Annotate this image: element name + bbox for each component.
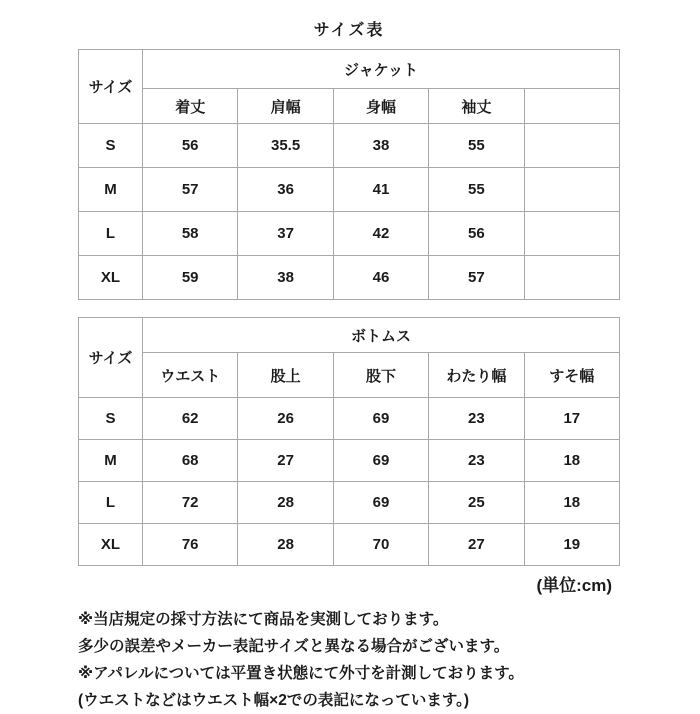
jacket-size-table xyxy=(78,49,620,300)
table-cell: 57 xyxy=(429,256,524,300)
table-cell: 38 xyxy=(238,256,333,300)
table-cell: 42 xyxy=(333,212,428,256)
jacket-column-header-row xyxy=(79,89,620,124)
bottoms-size-header-cell: サイズ xyxy=(79,318,143,398)
size-label: S xyxy=(79,398,143,440)
table-cell: 70 xyxy=(333,524,428,566)
size-label: XL xyxy=(79,524,143,566)
footnote-line: 多少の誤差やメーカー表記サイズと異なる場合がございます。 xyxy=(78,638,510,655)
bottoms-header-row xyxy=(79,318,620,353)
table-cell-empty xyxy=(524,124,619,168)
bottoms-row-l xyxy=(79,482,620,524)
unit-label: (単位:cm) xyxy=(536,576,612,595)
table-cell: 27 xyxy=(238,440,333,482)
footnotes xyxy=(78,606,620,714)
table-cell: 27 xyxy=(429,524,524,566)
bottoms-col-header: ウエスト xyxy=(143,353,238,398)
table-cell: 18 xyxy=(524,440,619,482)
table-cell-empty xyxy=(524,256,619,300)
table-cell: 28 xyxy=(238,482,333,524)
bottoms-col-header: 股下 xyxy=(333,353,428,398)
table-cell-empty xyxy=(524,212,619,256)
bottoms-group-header-cell: ボトムス xyxy=(143,318,620,353)
table-cell: 25 xyxy=(429,482,524,524)
table-cell: 38 xyxy=(333,124,428,168)
bottoms-col-header: 股上 xyxy=(238,353,333,398)
jacket-row-s xyxy=(79,124,620,168)
table-cell: 56 xyxy=(429,212,524,256)
jacket-col-header: 着丈 xyxy=(143,89,238,124)
table-cell: 69 xyxy=(333,482,428,524)
bottoms-row-xl xyxy=(79,524,620,566)
jacket-col-header: 肩幅 xyxy=(238,89,333,124)
table-cell: 59 xyxy=(143,256,238,300)
size-label: L xyxy=(79,482,143,524)
table-cell: 36 xyxy=(238,168,333,212)
jacket-col-header: 袖丈 xyxy=(429,89,524,124)
footnote-line: ※アパレルについては平置き状態にて外寸を計測しております。 xyxy=(78,665,524,682)
bottoms-row-s xyxy=(79,398,620,440)
table-cell: 26 xyxy=(238,398,333,440)
table-cell: 56 xyxy=(143,124,238,168)
size-label: M xyxy=(79,440,143,482)
table-cell: 18 xyxy=(524,482,619,524)
table-cell: 37 xyxy=(238,212,333,256)
table-cell: 69 xyxy=(333,398,428,440)
table-cell: 55 xyxy=(429,124,524,168)
jacket-col-header-empty xyxy=(524,89,619,124)
table-cell: 57 xyxy=(143,168,238,212)
footnote-line: (ウエストなどはウエスト幅×2での表記になっています。) xyxy=(78,692,470,709)
table-cell: 17 xyxy=(524,398,619,440)
table-cell: 72 xyxy=(143,482,238,524)
jacket-col-header: 身幅 xyxy=(333,89,428,124)
table-cell: 68 xyxy=(143,440,238,482)
table-cell: 58 xyxy=(143,212,238,256)
bottoms-col-header: わたり幅 xyxy=(429,353,524,398)
table-cell-empty xyxy=(524,168,619,212)
bottoms-size-table xyxy=(78,317,620,566)
table-cell: 35.5 xyxy=(238,124,333,168)
footnote-line: ※当店規定の採寸方法にて商品を実測しております。 xyxy=(78,611,449,628)
table-cell: 69 xyxy=(333,440,428,482)
jacket-group-header-cell: ジャケット xyxy=(143,50,620,89)
size-label: XL xyxy=(79,256,143,300)
table-cell: 55 xyxy=(429,168,524,212)
jacket-row-xl xyxy=(79,256,620,300)
table-cell: 28 xyxy=(238,524,333,566)
bottoms-column-header-row xyxy=(79,353,620,398)
size-label: L xyxy=(79,212,143,256)
jacket-row-l xyxy=(79,212,620,256)
table-cell: 23 xyxy=(429,440,524,482)
table-cell: 62 xyxy=(143,398,238,440)
table-cell: 19 xyxy=(524,524,619,566)
size-chart-content xyxy=(78,0,620,714)
size-label: S xyxy=(79,124,143,168)
table-cell: 76 xyxy=(143,524,238,566)
table-cell: 41 xyxy=(333,168,428,212)
page-title: サイズ表 xyxy=(313,22,385,39)
bottoms-row-m xyxy=(79,440,620,482)
table-gap xyxy=(78,300,620,317)
size-label: M xyxy=(79,168,143,212)
jacket-header-row xyxy=(79,50,620,89)
jacket-row-m xyxy=(79,168,620,212)
bottoms-col-header: すそ幅 xyxy=(524,353,619,398)
jacket-size-header-cell: サイズ xyxy=(79,50,143,124)
table-cell: 23 xyxy=(429,398,524,440)
table-cell: 46 xyxy=(333,256,428,300)
